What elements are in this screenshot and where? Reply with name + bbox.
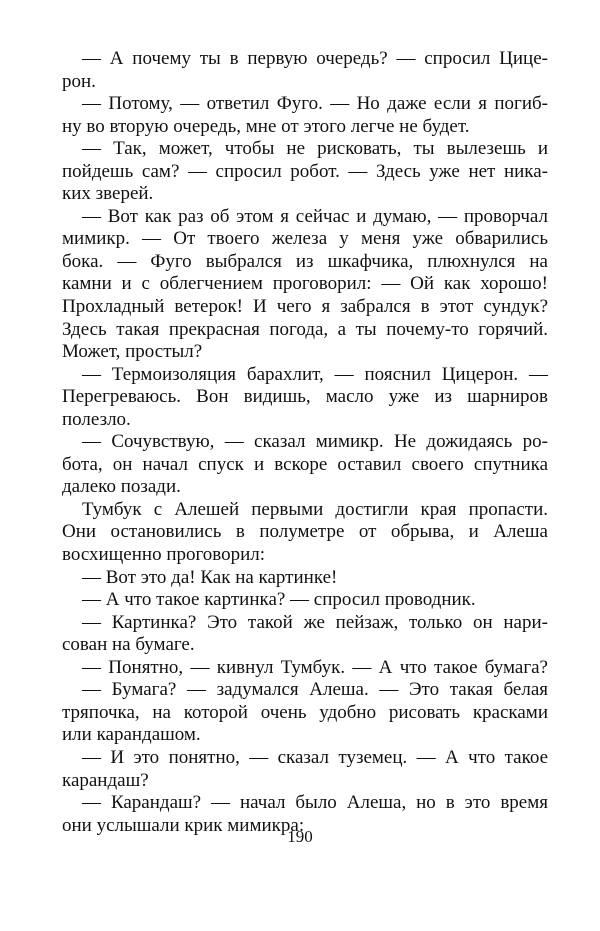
text-line: Перегреваюсь. Вон видишь, масло уже из шарниров bbox=[62, 386, 548, 408]
text-line: сован на бумаге. bbox=[62, 634, 195, 656]
text-line: далеко позади. bbox=[62, 476, 181, 498]
text-line: карандаш? bbox=[62, 769, 149, 791]
text-line: — Картинка? Это такой же пейзаж, только он нари- bbox=[82, 611, 548, 633]
text-line: — Так, может, чтобы не рисковать, ты вылезешь и bbox=[82, 138, 548, 160]
text-line: полезло. bbox=[62, 408, 131, 430]
text-line: тряпочка, на которой очень удобно рисовать красками bbox=[62, 701, 548, 723]
text-line: — И это понятно, — сказал туземец. — А что такое bbox=[82, 746, 548, 768]
text-line: бока. — Фуго выбрался из шкафчика, плюхнулся на bbox=[62, 250, 548, 272]
text-line: Может, простыл? bbox=[62, 341, 203, 363]
page-number: 190 bbox=[287, 827, 313, 846]
text-line: Прохладный ветерок! И чего я забрался в этот сундук? bbox=[62, 296, 548, 318]
text-line: Они остановились в полуметре от обрыва, и Алеша bbox=[62, 521, 548, 543]
text-line: — Вот это да! Как на картинке! bbox=[82, 566, 338, 588]
text-line: ких зверей. bbox=[62, 183, 154, 205]
text-block bbox=[62, 48, 548, 837]
text-line: — А что такое картинка? — спросил проводник. bbox=[82, 589, 476, 611]
text-line: — Карандаш? — начал было Алеша, но в это время bbox=[82, 792, 548, 814]
text-line: — Термоизоляция барахлит, — пояснил Цицерон. — bbox=[82, 363, 548, 385]
text-line: — Сочувствую, — сказал мимикр. Не дожидаясь ро- bbox=[82, 431, 548, 453]
text-line: мимикр. — От твоего железа у меня уже обварились bbox=[62, 228, 548, 250]
text-line: Здесь такая прекрасная погода, а ты почему-то горячий. bbox=[62, 318, 548, 340]
text-line: камни и с облегчением проговорил: — Ой как хорошо! bbox=[62, 273, 548, 295]
text-line: — Вот как раз об этом я сейчас и думаю, — проворчал bbox=[82, 205, 548, 227]
text-line: — А почему ты в первую очередь? — спросил Цице- bbox=[82, 48, 548, 69]
text-line: бота, он начал спуск и вскоре оставил своего спутника bbox=[62, 453, 548, 475]
text-line: — Понятно, — кивнул Тумбук. — А что такое бумага? bbox=[82, 656, 548, 678]
text-line: — Потому, — ответил Фуго. — Но даже если я погиб- bbox=[82, 93, 548, 115]
text-line: Тумбук с Алешей первыми достигли края пропасти. bbox=[82, 498, 548, 520]
text-line: или карандашом. bbox=[62, 724, 201, 746]
text-line: они услышали крик мимикра: bbox=[62, 814, 305, 836]
text-line: восхищенно проговорил: bbox=[62, 544, 266, 566]
text-line: пойдешь сам? — спросил робот. — Здесь уже нет ника- bbox=[62, 160, 548, 182]
text-line: рон. bbox=[62, 70, 96, 92]
text-line: — Бумага? — задумался Алеша. — Это такая белая bbox=[82, 679, 548, 701]
text-line: ну во вторую очередь, мне от этого легче не будет. bbox=[62, 115, 470, 137]
